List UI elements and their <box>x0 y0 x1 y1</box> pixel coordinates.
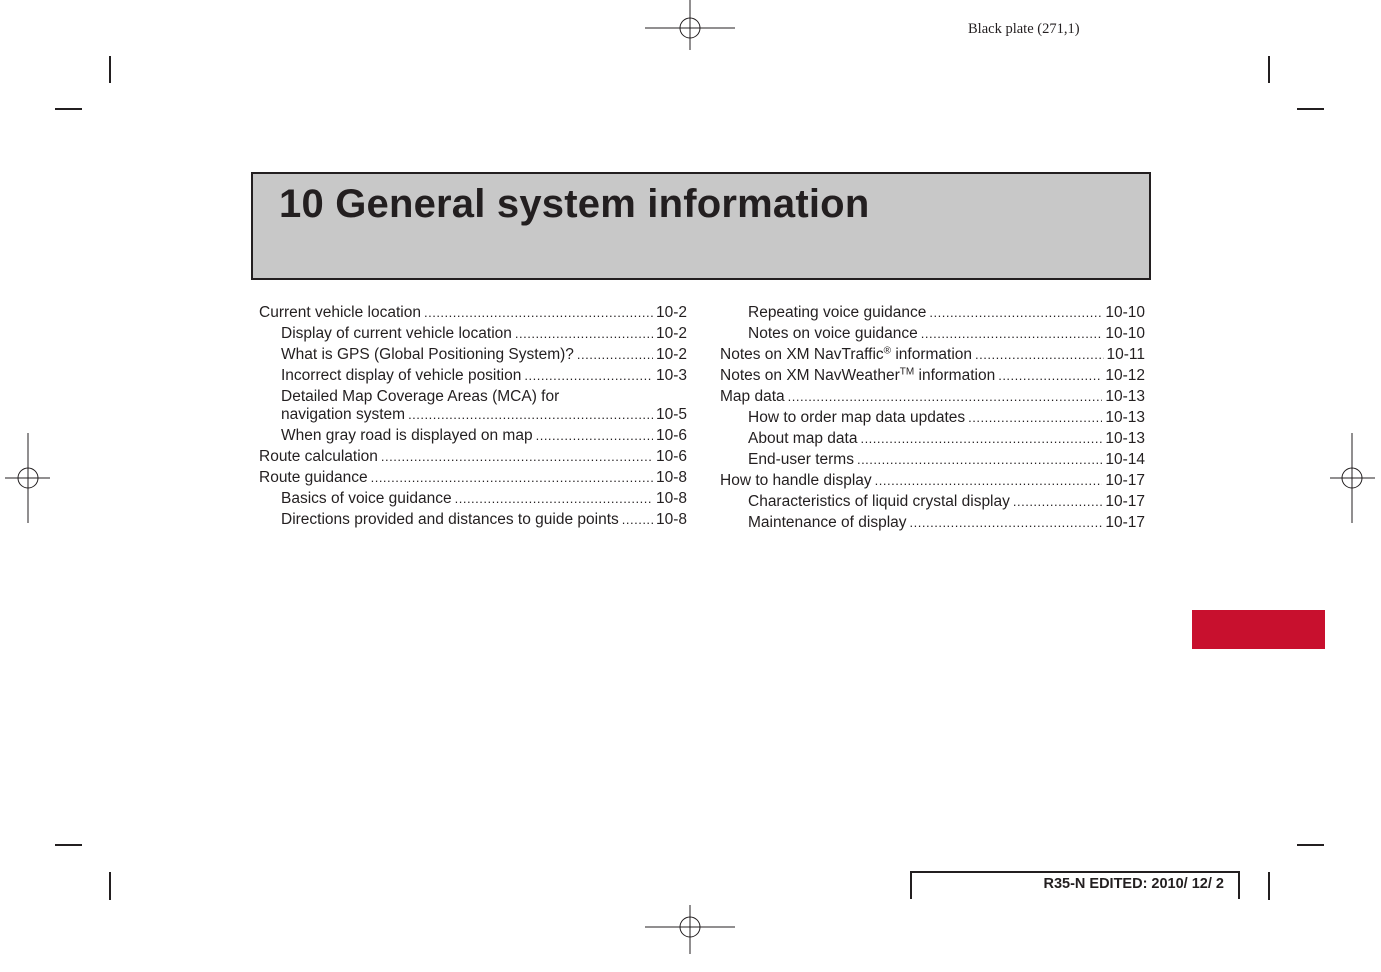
toc-entry[interactable] <box>748 514 1145 532</box>
dot-leader <box>968 410 1102 425</box>
toc-entry[interactable] <box>281 427 687 445</box>
toc-entry-page: 10-10 <box>1105 304 1145 321</box>
registration-mark-top <box>645 0 735 90</box>
dot-leader <box>975 347 1103 362</box>
registered-mark: ® <box>883 345 892 357</box>
toc-entry[interactable] <box>281 325 687 343</box>
toc-entry-title: Display of current vehicle location <box>281 325 512 342</box>
toc-entry[interactable] <box>748 304 1145 322</box>
crop-mark <box>1268 56 1270 83</box>
toc-entry[interactable] <box>281 367 687 385</box>
toc-entry-page: 10-8 <box>655 490 687 507</box>
toc-entry[interactable] <box>281 511 687 529</box>
toc-entry[interactable] <box>259 469 687 487</box>
crop-mark <box>109 872 111 900</box>
chapter-title-band <box>251 172 1151 280</box>
dot-leader <box>910 515 1103 530</box>
toc-entry-page: 10-2 <box>655 346 687 363</box>
chapter-title: 10 General system information <box>279 182 870 226</box>
dot-leader <box>424 305 653 320</box>
registration-mark-bottom <box>645 882 735 972</box>
toc-entry-title: Current vehicle location <box>259 304 421 321</box>
toc-entry-title: Notes on XM NavTraffic® information <box>720 345 973 363</box>
trademark-mark: TM <box>899 366 915 378</box>
crop-mark <box>1297 108 1324 110</box>
toc-entry-title: Directions provided and distances to guide points <box>281 511 619 528</box>
dot-leader <box>408 407 653 422</box>
toc-entry[interactable] <box>281 490 687 508</box>
toc-entry-page: 10-14 <box>1105 451 1145 468</box>
dot-leader <box>371 470 653 485</box>
dot-leader <box>860 431 1102 446</box>
toc-entry[interactable] <box>720 367 1145 385</box>
crop-mark <box>55 108 82 110</box>
toc-entry-page: 10-2 <box>655 325 687 342</box>
toc-entry[interactable] <box>748 325 1145 343</box>
dot-leader <box>929 305 1102 320</box>
edit-stamp-box <box>910 871 1240 899</box>
crop-mark <box>55 844 82 846</box>
toc-entry-title: Route calculation <box>259 448 378 465</box>
dot-leader <box>577 347 653 362</box>
dot-leader <box>1013 494 1102 509</box>
toc-entry-page: 10-5 <box>655 406 687 423</box>
dot-leader <box>875 473 1103 488</box>
toc-entry-page: 10-13 <box>1105 388 1145 405</box>
dot-leader <box>455 491 653 506</box>
toc-entry-page: 10-2 <box>655 304 687 321</box>
toc-entry-page: 10-8 <box>655 469 687 486</box>
edit-stamp: R35-N EDITED: 2010/ 12/ 2 <box>1043 876 1224 892</box>
plate-label: Black plate (271,1) <box>968 21 1080 37</box>
toc-entry-title: Route guidance <box>259 469 368 486</box>
dot-leader <box>788 389 1103 404</box>
toc-entry-title: Notes on XM NavWeather™ information <box>720 366 996 384</box>
toc-entry-page: 10-12 <box>1105 367 1145 384</box>
toc-entry-page: 10-17 <box>1105 514 1145 531</box>
toc-entry-page: 10-8 <box>655 511 687 528</box>
toc-entry[interactable] <box>720 388 1145 406</box>
toc-entry-page: 10-6 <box>655 448 687 465</box>
toc-entry-title: End-user terms <box>748 451 854 468</box>
crop-mark <box>109 56 111 83</box>
toc-entry-title: When gray road is displayed on map <box>281 427 533 444</box>
toc-entry[interactable] <box>748 430 1145 448</box>
toc-entry-title: Basics of voice guidance <box>281 490 452 507</box>
crop-mark <box>1268 872 1270 900</box>
dot-leader <box>524 368 653 383</box>
toc-entry[interactable] <box>748 409 1145 427</box>
dot-leader <box>998 368 1102 383</box>
toc-entry-page: 10-6 <box>655 427 687 444</box>
registration-mark-right <box>1307 433 1381 523</box>
toc-entry[interactable] <box>720 346 1145 364</box>
toc-entry[interactable] <box>259 304 687 322</box>
registration-mark-left <box>0 433 90 523</box>
chapter-thumb-tab <box>1192 610 1325 649</box>
toc-entry-page: 10-10 <box>1105 325 1145 342</box>
dot-leader <box>381 449 653 464</box>
toc-entry-page: 10-17 <box>1105 493 1145 510</box>
dot-leader <box>857 452 1102 467</box>
toc-entry-title: Incorrect display of vehicle position <box>281 367 522 384</box>
toc-entry-title: How to handle display <box>720 472 872 489</box>
dot-leader <box>515 326 653 341</box>
toc-entry-page: 10-3 <box>655 367 687 384</box>
toc-entry-title: What is GPS (Global Positioning System)? <box>281 346 574 363</box>
dot-leader <box>536 428 653 443</box>
toc-entry-title: Maintenance of display <box>748 514 907 531</box>
toc-entry-page: 10-11 <box>1106 346 1145 363</box>
toc-entry-title-line1: Detailed Map Coverage Areas (MCA) for <box>281 388 560 405</box>
toc-entry[interactable] <box>259 448 687 466</box>
toc-entry[interactable] <box>748 451 1145 469</box>
toc-entry-title: Characteristics of liquid crystal display <box>748 493 1010 510</box>
toc-entry-title: Notes on voice guidance <box>748 325 918 342</box>
toc-entry[interactable] <box>748 493 1145 511</box>
toc-entry-title: navigation system <box>281 406 406 423</box>
toc-entry-title: How to order map data updates <box>748 409 966 426</box>
toc-entry[interactable] <box>720 472 1145 490</box>
toc-entry-title: About map data <box>748 430 858 447</box>
toc-entry-page: 10-13 <box>1105 409 1145 426</box>
dot-leader <box>622 512 653 527</box>
crop-mark <box>1297 844 1324 846</box>
dot-leader <box>921 326 1103 341</box>
toc-entry-title: Map data <box>720 388 785 405</box>
toc-entry[interactable] <box>281 346 687 364</box>
toc-entry-page: 10-13 <box>1105 430 1145 447</box>
toc-entry-title: Repeating voice guidance <box>748 304 927 321</box>
toc-entry-page: 10-17 <box>1105 472 1145 489</box>
toc-entry[interactable] <box>281 406 687 424</box>
